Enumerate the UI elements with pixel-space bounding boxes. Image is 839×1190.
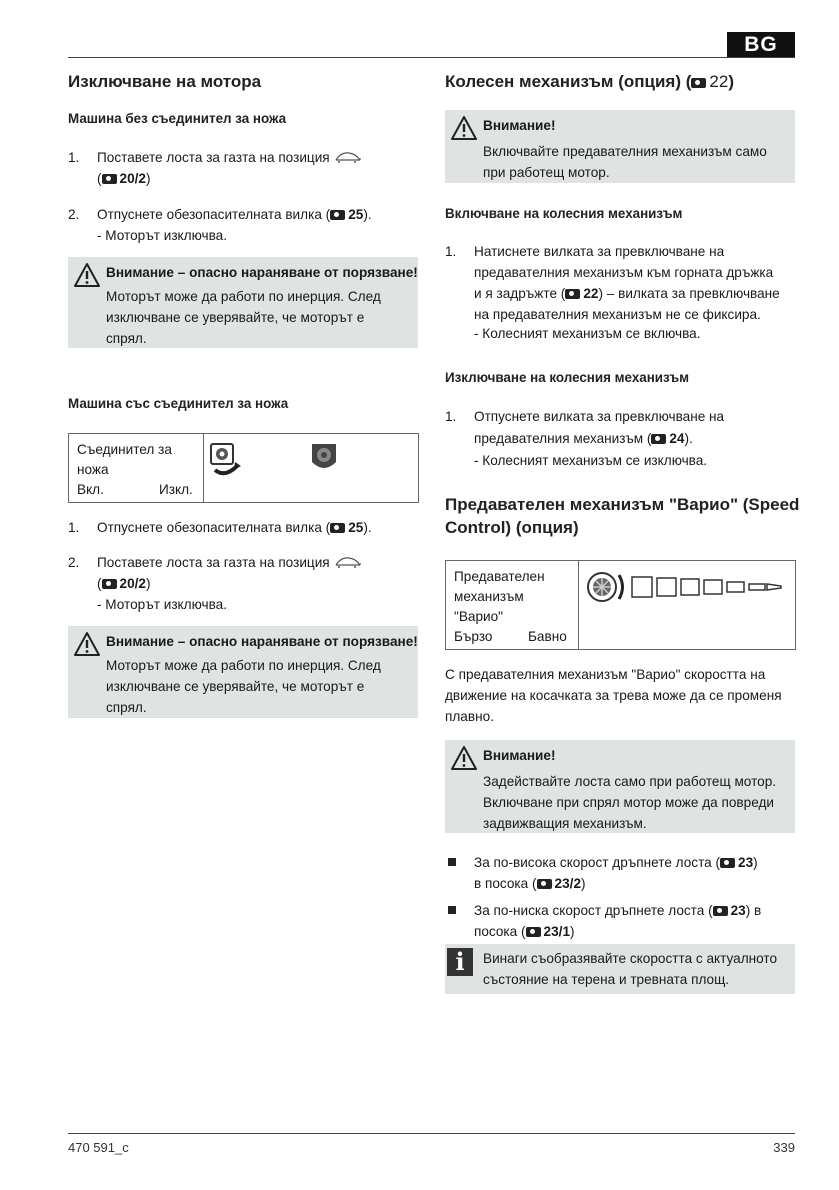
bullet-text: посока ( 23/1) [474,924,575,939]
warning-text: задвижващия механизъм. [483,816,647,831]
bullet-text: За по-висока скорост дръпнете лоста ( 23) [474,855,758,870]
step-number: 1. [445,244,457,259]
camera-icon [102,174,117,184]
step-text: и я задръжте ( 22) – вилката за превключване [474,286,780,301]
turtle-icon [333,150,363,164]
info-box [445,944,795,994]
subheading-engage: Включване на колесния механизъм [445,206,683,221]
camera-icon [691,78,706,88]
table-label-on: Вкл. [77,482,104,497]
warning-box [68,626,418,718]
clutch-off-icon [309,442,339,474]
warning-title: Внимание! [483,118,556,133]
clutch-table [68,433,419,503]
clutch-label-cell [69,434,204,502]
warning-text: Моторът може да работи по инерция. След [106,289,381,304]
warning-triangle-icon [450,745,478,771]
paragraph: движение на косачката за трева може да се променя [445,688,782,703]
step-text: Поставете лоста за газта на позиция [97,552,363,573]
section-title-vario: Предавателен механизъм "Варио" (Speed [445,495,800,514]
bullet-icon [448,858,456,866]
footer-rule [68,1133,795,1134]
warning-title: Внимание! [483,748,556,763]
table-label: механизъм [454,589,524,604]
vario-table [445,560,796,650]
table-label: Съединител за [77,442,172,457]
step-ref: ( 20/2) [97,576,151,591]
warning-text: Включване при спрял мотор може да повреди [483,795,774,810]
step-text: предавателния механизъм ( 24). [474,431,693,446]
table-label: Предавателен [454,569,545,584]
info-icon: i [447,948,473,976]
warning-text: при работещ мотор. [483,165,610,180]
step-result: - Колесният механизъм се изключва. [474,453,708,468]
step-number: 1. [68,520,80,535]
bullet-text: в посока ( 23/2) [474,876,586,891]
table-label: ножа [77,462,109,477]
paragraph: С предавателния механизъм "Варио" скоростта на [445,667,766,682]
warning-triangle-icon [73,262,101,288]
warning-box [445,110,795,183]
bullet-icon [448,906,456,914]
step-number: 2. [68,555,80,570]
step-text: на предавателния механизъм не се фиксира. [474,307,761,322]
turtle-icon [333,555,363,569]
clutch-on-icon [209,442,245,478]
camera-icon [330,210,345,220]
camera-icon [330,523,345,533]
vario-label-cell [446,561,579,649]
step-text: Отпуснете вилката за превключване на [474,409,725,424]
table-label: "Варио" [454,609,503,624]
warning-text: спрял. [106,331,147,346]
step-result: - Моторът изключва. [97,597,227,612]
step-result: - Колесният механизъм се включва. [474,326,701,341]
language-badge: BG [727,32,795,58]
table-label-fast: Бързо [454,629,493,644]
info-text: състояние на терена и тревната площ. [483,972,730,987]
warning-text: Задействайте лоста само при работещ мотор. [483,774,777,789]
warning-text: Включвайте предавателния механизъм само [483,144,767,159]
step-number: 1. [68,150,80,165]
doc-number: 470 591_c [68,1140,129,1155]
camera-icon [565,289,580,299]
step-result: - Моторът изключва. [97,228,227,243]
section-title-vario-cont: Control) (опция) [445,518,579,537]
header-rule [68,57,795,58]
paragraph: плавно. [445,709,494,724]
subheading-with-clutch: Машина със съединител за ножа [68,396,289,411]
camera-icon [526,927,541,937]
step-number: 2. [68,207,80,222]
step-text: Отпуснете обезопасителната вилка ( 25). [97,207,372,222]
warning-text: спрял. [106,700,147,715]
camera-icon [651,434,666,444]
camera-icon [102,579,117,589]
warning-text: изключване се уверявайте, че моторът е [106,679,365,694]
info-text: Винаги съобразявайте скоростта с актуалното [483,951,778,966]
warning-text: Моторът може да работи по инерция. След [106,658,381,673]
subheading-disengage: Изключване на колесния механизъм [445,370,690,385]
warning-text: изключване се уверявайте, че моторът е [106,310,365,325]
camera-icon [720,858,735,868]
table-label-slow: Бавно [528,629,567,644]
subheading-no-clutch: Машина без съединител за ножа [68,111,287,126]
warning-box [445,740,795,833]
step-number: 1. [445,409,457,424]
section-title-wheel-drive: Колесен механизъм (опция) ( 22) [445,72,734,91]
section-title-engine-off: Изключване на мотора [68,72,262,91]
camera-icon [713,906,728,916]
step-ref: ( 20/2) [97,171,151,186]
speed-scale-icon [586,569,786,605]
warning-box [68,257,418,348]
warning-title: Внимание – опасно нараняване от порязване! [106,265,418,280]
step-text: Поставете лоста за газта на позиция [97,147,363,168]
bullet-text: За по-ниска скорост дръпнете лоста ( 23) в [474,903,762,918]
step-text: Натиснете вилката за превключване на [474,244,725,259]
step-text: Отпуснете обезопасителната вилка ( 25). [97,520,372,535]
warning-title: Внимание – опасно нараняване от порязване! [106,634,418,649]
warning-triangle-icon [73,631,101,657]
page-number: 339 [773,1140,795,1155]
step-text: предавателния механизъм към горната дръжка [474,265,774,280]
camera-icon [537,879,552,889]
warning-triangle-icon [450,115,478,141]
table-label-off: Изкл. [159,482,193,497]
